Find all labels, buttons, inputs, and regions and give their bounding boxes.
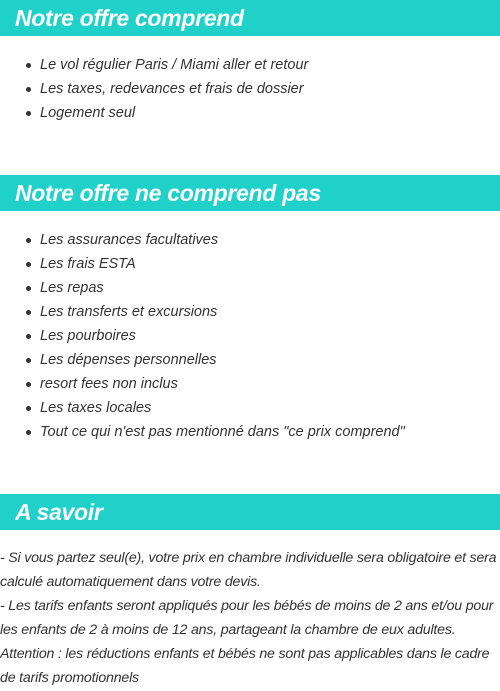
- savoir-paragraph: - Les tarifs enfants seront appliqués pour les bébés de moins de 2 ans et/ou pour les enfants de 2 à moins de 12 ans, partageant la chambre de eux adultes.: [0, 598, 494, 638]
- list-item: Le vol régulier Paris / Miami aller et retour: [0, 53, 308, 77]
- list-item: Les transferts et excursions: [0, 300, 405, 324]
- list-item: Les pourboires: [0, 324, 405, 348]
- savoir-paragraph: Attention : les réductions enfants et bébés ne sont pas applicables dans le cadre de tarifs promotionnels: [0, 646, 490, 686]
- section-title-includes: Notre offre comprend: [0, 0, 500, 36]
- includes-list: [0, 53, 308, 125]
- list-item: Les assurances facultatives: [0, 228, 405, 252]
- list-item: resort fees non inclus: [0, 372, 405, 396]
- list-item: Les frais ESTA: [0, 252, 405, 276]
- savoir-paragraph: - Si vous partez seul(e), votre prix en chambre individuelle sera obligatoire et sera calculé automatiquement dans votre devis.: [0, 550, 497, 590]
- list-item: Les repas: [0, 276, 405, 300]
- section-title-excludes: Notre offre ne comprend pas: [0, 175, 500, 211]
- list-item: Les taxes, redevances et frais de dossier: [0, 77, 308, 101]
- excludes-list: [0, 228, 405, 444]
- list-item: Tout ce qui n'est pas mentionné dans "ce prix comprend": [0, 420, 405, 444]
- list-item: Les dépenses personnelles: [0, 348, 405, 372]
- list-item: Les taxes locales: [0, 396, 405, 420]
- savoir-text: [0, 546, 500, 690]
- section-title-savoir: A savoir: [0, 494, 500, 530]
- list-item: Logement seul: [0, 101, 308, 125]
